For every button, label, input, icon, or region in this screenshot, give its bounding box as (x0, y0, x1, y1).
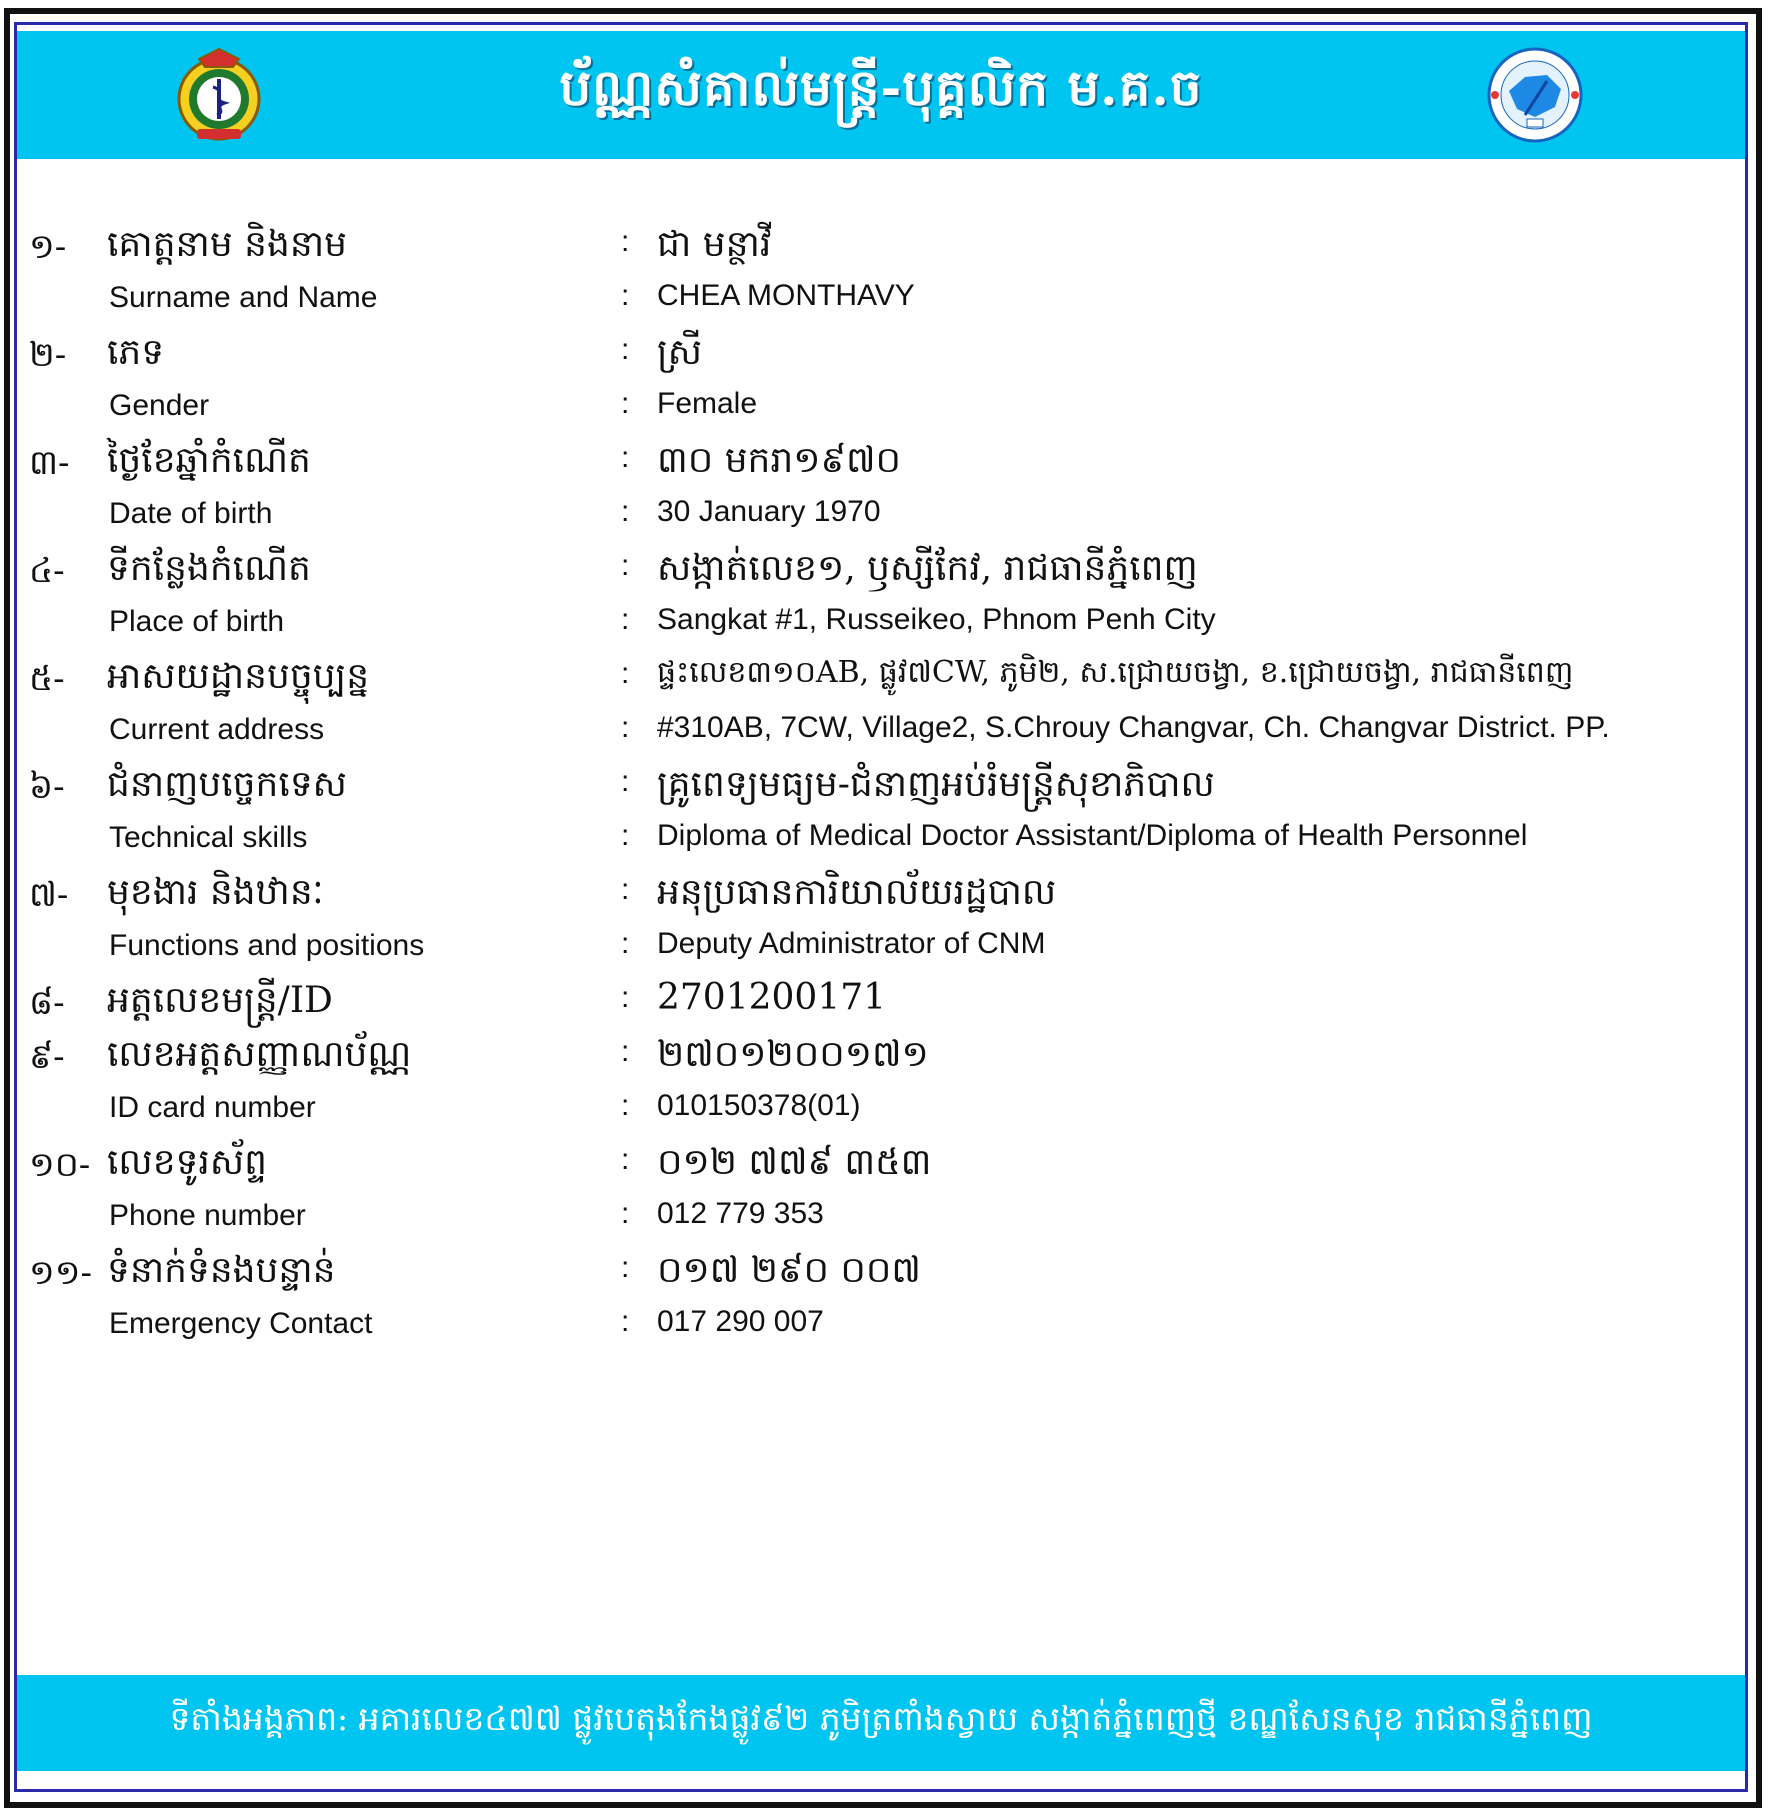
field-number: ៥- (29, 659, 65, 699)
field-label-en: Functions and positions (109, 929, 425, 962)
field-row-km (17, 325, 1745, 377)
field-value-km: ផ្ទះលេខ៣១០AB, ផ្លូវ៧CW, ភូមិ២, ស.ជ្រោយចង្វា, ខ.ជ្រោយចង្វា, រាជធានីពេញ (657, 655, 1574, 690)
field-value-km: 2701200171 (657, 977, 887, 1018)
header-banner (17, 31, 1745, 159)
field-label-km: ទំនាក់ទំនងបន្ទាន់ (107, 1250, 336, 1291)
field-row-en (17, 487, 1745, 539)
field-row-en (17, 703, 1745, 755)
field-colon: : (621, 387, 630, 420)
footer-banner (17, 1675, 1745, 1771)
field-number: ៤- (29, 551, 65, 591)
field-label-en: Place of birth (109, 605, 285, 638)
field-colon: : (621, 981, 630, 1014)
field-value-en: Deputy Administrator of CNM (657, 927, 1046, 960)
field-row-km (17, 973, 1745, 1025)
field-label-en: Current address (109, 713, 325, 746)
field-number: ១១- (29, 1253, 92, 1293)
field-label-en: Date of birth (109, 497, 273, 530)
field-label-en: ID card number (109, 1091, 316, 1124)
card-inner-frame (14, 22, 1748, 1792)
field-value-en: 30 January 1970 (657, 495, 881, 528)
field-colon: : (621, 225, 630, 258)
field-number: ៨- (29, 983, 65, 1023)
field-value-en: Sangkat #1, Russeikeo, Phnom Penh City (657, 603, 1216, 636)
field-colon: : (621, 1035, 630, 1068)
field-colon: : (621, 279, 630, 312)
field-colon: : (621, 819, 630, 852)
field-value-en: CHEA MONTHAVY (657, 279, 915, 312)
field-value-km: ស្រី (657, 332, 702, 373)
card-title: ប័ណ្ណសំគាល់មន្ត្រី-បុគ្គលិក ម.គ.ច (559, 58, 1203, 117)
field-label-km: មុខងារ និងឋានៈ (107, 872, 324, 913)
field-colon: : (621, 657, 630, 690)
field-value-km: ០១៧ ២៩០ ០០៧ (657, 1250, 921, 1291)
field-label-km: គោត្តនាម និងនាម (107, 224, 347, 265)
field-row-en (17, 379, 1745, 431)
field-label-en: Technical skills (109, 821, 308, 854)
field-value-km: គ្រូពេទ្យមធ្យម-ជំនាញអប់រំមន្ត្រីសុខាភិបាល (657, 764, 1215, 805)
field-row-en (17, 595, 1745, 647)
field-colon: : (621, 1197, 630, 1230)
field-colon: : (621, 1143, 630, 1176)
field-row-km (17, 433, 1745, 485)
field-number: ៦- (29, 767, 65, 807)
field-value-en: Diploma of Medical Doctor Assistant/Diploma of Health Personnel (657, 819, 1528, 852)
field-value-en: 012 779 353 (657, 1197, 824, 1230)
field-row-en (17, 919, 1745, 971)
field-colon: : (621, 765, 630, 798)
footer-address: ទីតាំងអង្គភាព: អគារលេខ៤៧៧ ផ្លូវបេតុងកែងផ្លូវ៩២ ភូមិត្រពាំងស្វាយ សង្កាត់ភ្នំពេញថ្មី ខណ្ឌសែនសុខ រាជធានីភ្នំពេញ (169, 1699, 1593, 1738)
field-number: ៩- (29, 1037, 65, 1077)
field-row-km (17, 865, 1745, 917)
field-value-en: 010150378(01) (657, 1089, 861, 1122)
field-colon: : (621, 549, 630, 582)
field-row-en (17, 811, 1745, 863)
field-colon: : (621, 603, 630, 636)
field-value-km: ២៧០១២០០១៧១ (657, 1034, 929, 1075)
field-value-km: ៣០ មករា១៩៧០ (657, 440, 902, 481)
field-row-km (17, 541, 1745, 593)
field-label-km: អាសយដ្ឋានបច្ចុប្បន្ន (107, 656, 370, 697)
field-value-en: 017 290 007 (657, 1305, 824, 1338)
field-label-km: ថ្ងៃខែឆ្នាំកំណើត (107, 440, 311, 481)
field-value-en: Female (657, 387, 758, 420)
field-colon: : (621, 495, 630, 528)
field-value-km: ០១២ ៧៧៩ ៣៥៣ (657, 1142, 932, 1183)
field-row-km (17, 757, 1745, 809)
field-label-en: Surname and Name (109, 281, 378, 314)
field-value-en: #310AB, 7CW, Village2, S.Chrouy Changvar, Ch. Changvar District. PP. (657, 711, 1610, 744)
field-row-km (17, 1027, 1745, 1079)
field-label-km: លេខទូរស័ព្ទ (107, 1142, 267, 1183)
field-label-km: ជំនាញបច្ចេកទេស (107, 764, 347, 805)
field-label-km: លេខអត្តសញ្ញាណប័ណ្ណ (107, 1034, 412, 1075)
field-colon: : (621, 1305, 630, 1338)
field-row-en (17, 1081, 1745, 1133)
field-label-km: អត្តលេខមន្ត្រី/ID (107, 980, 333, 1021)
field-label-km: ភេទ (107, 332, 165, 373)
field-value-km: អនុប្រធានការិយាល័យរដ្ឋបាល (657, 872, 1057, 913)
field-label-en: Gender (109, 389, 210, 422)
field-colon: : (621, 711, 630, 744)
field-colon: : (621, 927, 630, 960)
field-number: ១- (29, 227, 67, 267)
field-number: ៧- (29, 875, 69, 915)
field-colon: : (621, 1251, 630, 1284)
field-row-km (17, 1135, 1745, 1187)
field-number: ១០- (29, 1145, 91, 1185)
field-row-km (17, 649, 1745, 701)
field-row-en (17, 1297, 1745, 1349)
field-label-en: Emergency Contact (109, 1307, 373, 1340)
field-label-km: ទីកន្លែងកំណើត (107, 548, 311, 589)
field-row-en (17, 1189, 1745, 1241)
field-colon: : (621, 873, 630, 906)
field-label-en: Phone number (109, 1199, 306, 1232)
field-colon: : (621, 333, 630, 366)
field-value-km: ជា មន្ថាវី (657, 224, 772, 265)
field-value-km: សង្កាត់លេខ១, ឫស្សីកែវ, រាជធានីភ្នំពេញ (657, 548, 1198, 589)
field-row-en (17, 271, 1745, 323)
field-number: ២- (29, 335, 67, 375)
field-row-km (17, 1243, 1745, 1295)
field-colon: : (621, 1089, 630, 1122)
field-colon: : (621, 441, 630, 474)
field-number: ៣- (29, 443, 70, 483)
field-row-km (17, 217, 1745, 269)
